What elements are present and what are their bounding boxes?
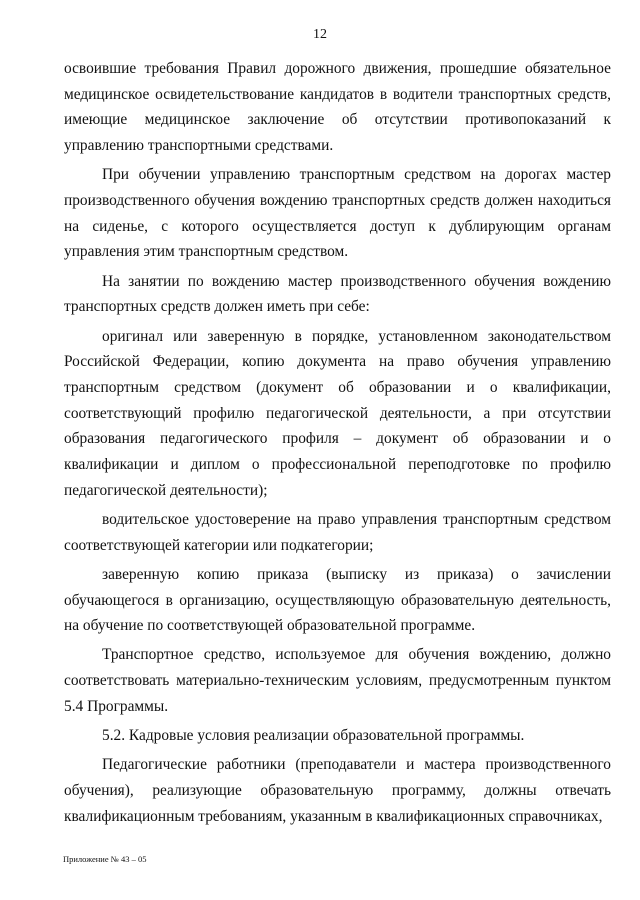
paragraph-8: Педагогические работники (преподаватели и мастера производственного обучения), реализующие образовательную программу, должны отвечать квалификационным требованиям, указанным в квалификационных справочниках, bbox=[64, 756, 611, 825]
paragraph-6: заверенную копию приказа (выписку из приказа) о зачислении обучающегося в организацию, осуществляющую образовательную деятельность, на обучение по соответствующей образовательной программе. bbox=[64, 565, 611, 635]
paragraph-7: Транспортное средство, используемое для обучения вождению, должно соответствовать материально-техническим условиям, предусмотренным пунктом 5.4 Программы. bbox=[64, 646, 611, 715]
section-heading: 5.2. Кадровые условия реализации образовательной программы. bbox=[102, 727, 525, 745]
paragraph-5: водительское удостоверение на право управления транспортным средством соответствующей категории или подкатегории; bbox=[64, 510, 611, 554]
footer-note: Приложение № 43 – 05 bbox=[63, 854, 147, 864]
page-number: 12 bbox=[313, 27, 327, 42]
paragraph-2: При обучении управлению транспортным средством на дорогах мастер производственного обучения вождению транспортных средств должен находиться на сиденье, с которого осуществляется доступ к дублирующим органам управления этим транспортным средством. bbox=[64, 166, 611, 261]
paragraph-1: освоившие требования Правил дорожного движения, прошедшие обязательное медицинское освидетельствование кандидатов в водители транспортных средств, имеющие медицинское заключение об отсутствии противопоказаний к управлению транспортными средствами. bbox=[64, 60, 611, 155]
document-body bbox=[64, 56, 611, 833]
paragraph-4: оригинал или заверенную в порядке, установленном законодательством Российской Федерации, копию документа на право обучения управлению транспортным средством (документ об образовании и о квалификации, соответствующий профилю педагогической деятельности, а при отсутствии образования педагогического профиля – документ об образовании и о квалификации и диплом о профессиональной переподготовке по профилю педагогической деятельности); bbox=[64, 327, 611, 499]
paragraph-3: На занятии по вождению мастер производственного обучения вождению транспортных средств должен иметь при себе: bbox=[64, 272, 611, 316]
